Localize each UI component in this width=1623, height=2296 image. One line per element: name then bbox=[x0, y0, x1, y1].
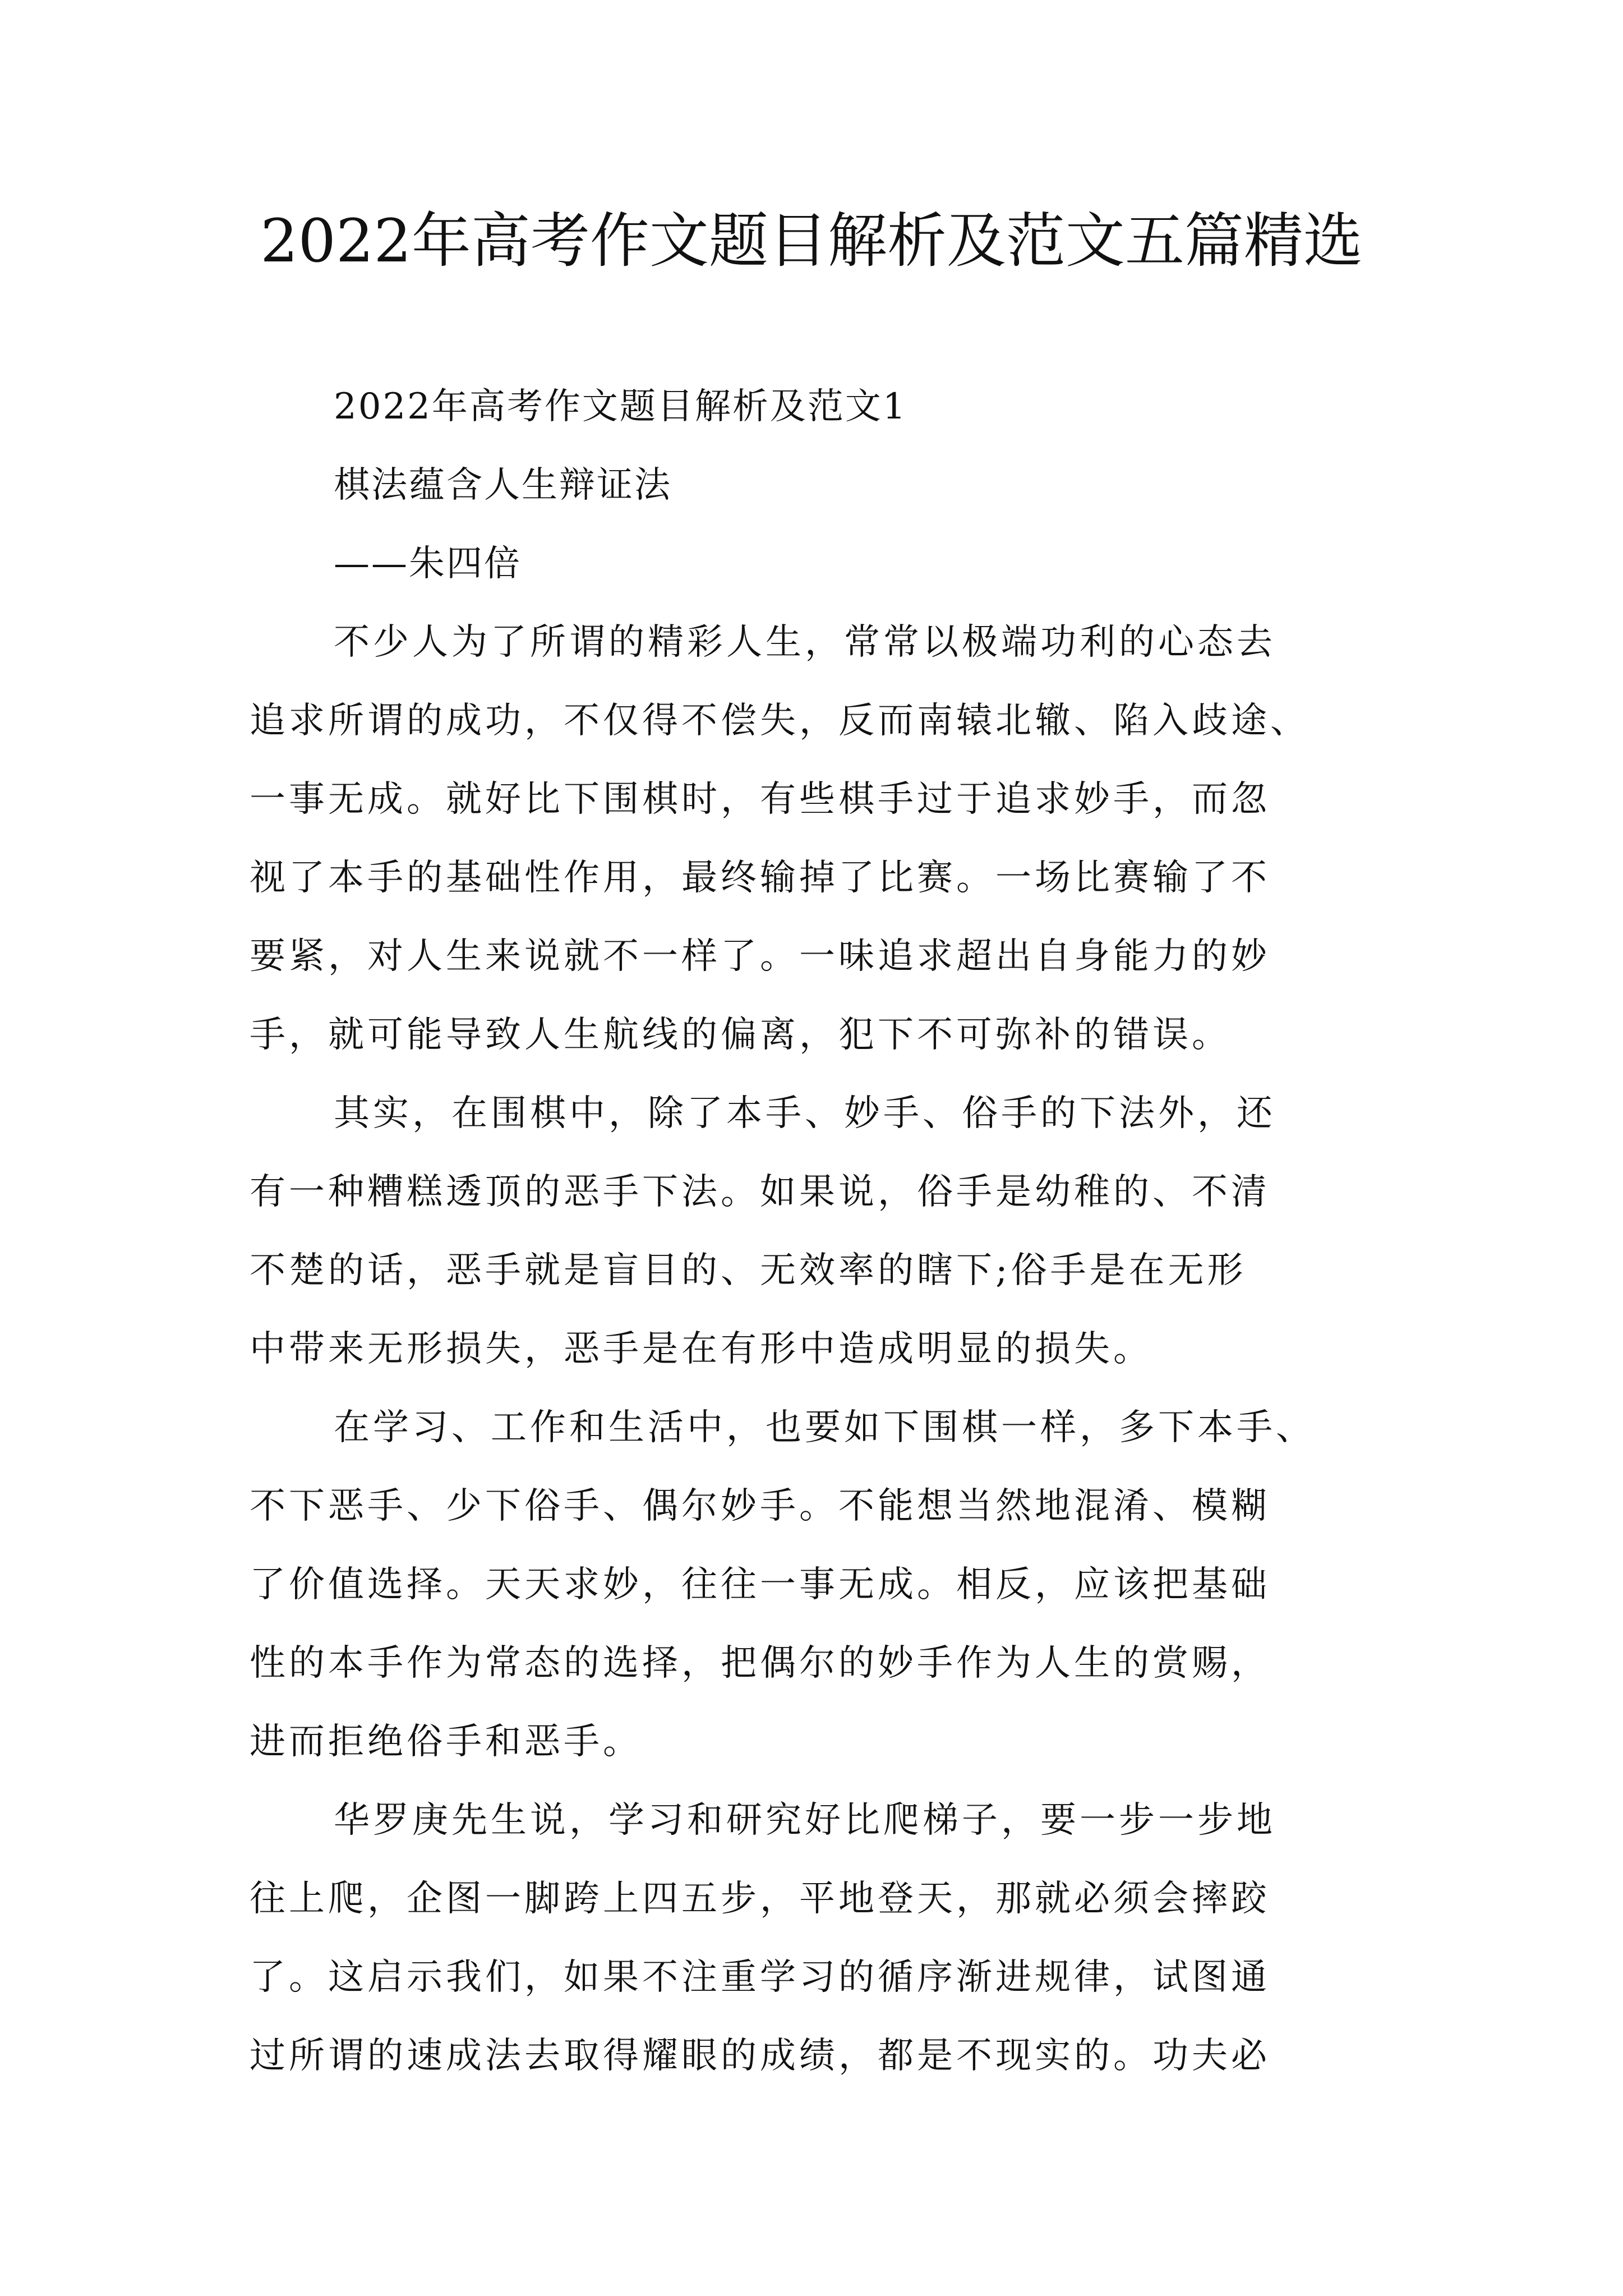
document-title: 2022年高考作文题目解析及范文五篇精选 bbox=[260, 206, 1363, 275]
paragraph-line: 一事无成。就好比下围棋时，有些棋手过于追求妙手，而忽 bbox=[250, 779, 1270, 820]
paragraph-line: 不下恶手、少下俗手、偶尔妙手。不能想当然地混淆、模糊 bbox=[250, 1485, 1270, 1527]
paragraph-line: 中带来无形损失，恶手是在有形中造成明显的损失。 bbox=[250, 1328, 1152, 1370]
document-body bbox=[250, 367, 1388, 2095]
paragraph-line: 视了本手的基础性作用，最终输掉了比赛。一场比赛输了不 bbox=[250, 857, 1270, 899]
paragraph bbox=[250, 603, 1388, 1074]
paragraph-line: 有一种糟糕透顶的恶手下法。如果说，俗手是幼稚的、不清 bbox=[250, 1171, 1270, 1213]
paragraph-line: 手，就可能导致人生航线的偏离，犯下不可弥补的错误。 bbox=[250, 1014, 1231, 1056]
paragraph-line: 进而拒绝俗手和恶手。 bbox=[250, 1721, 642, 1763]
paragraph-line: 华罗庚先生说，学习和研究好比爬梯子，要一步一步地 bbox=[334, 1800, 1276, 1841]
essay-title: 棋法蕴含人生辩证法 bbox=[334, 464, 672, 506]
paragraph-line: 了。这启示我们，如果不注重学习的循序渐进规律，试图通 bbox=[250, 1957, 1270, 1998]
paragraph-line: 在学习、工作和生活中，也要如下围棋一样，多下本手、 bbox=[334, 1407, 1315, 1448]
paragraph bbox=[250, 1074, 1388, 1388]
section-heading: 2022年高考作文题目解析及范文1 bbox=[334, 386, 907, 427]
paragraph-line: 不少人为了所谓的精彩人生，常常以极端功利的心态去 bbox=[334, 622, 1276, 663]
paragraph-line: 不楚的话，恶手就是盲目的、无效率的瞎下;俗手是在无形 bbox=[250, 1250, 1247, 1291]
paragraph-line: 其实，在围棋中，除了本手、妙手、俗手的下法外，还 bbox=[334, 1093, 1276, 1134]
paragraph-line: 性的本手作为常态的选择，把偶尔的妙手作为人生的赏赐， bbox=[250, 1642, 1270, 1684]
paragraph-line: 往上爬，企图一脚跨上四五步，平地登天，那就必须会摔跤 bbox=[250, 1878, 1270, 1920]
paragraph-line: 过所谓的速成法去取得耀眼的成绩，都是不现实的。功夫必 bbox=[250, 2035, 1270, 2077]
author-line: ——朱四倍 bbox=[334, 543, 522, 585]
paragraph-line: 要紧，对人生来说就不一样了。一味追求超出自身能力的妙 bbox=[250, 936, 1270, 977]
paragraph-line: 了价值选择。天天求妙，往往一事无成。相反，应该把基础 bbox=[250, 1564, 1270, 1605]
paragraph bbox=[250, 1781, 1388, 2095]
paragraph-line: 追求所谓的成功，不仅得不偿失，反而南辕北辙、陷入歧途、 bbox=[250, 700, 1310, 742]
paragraph bbox=[250, 1388, 1388, 1781]
